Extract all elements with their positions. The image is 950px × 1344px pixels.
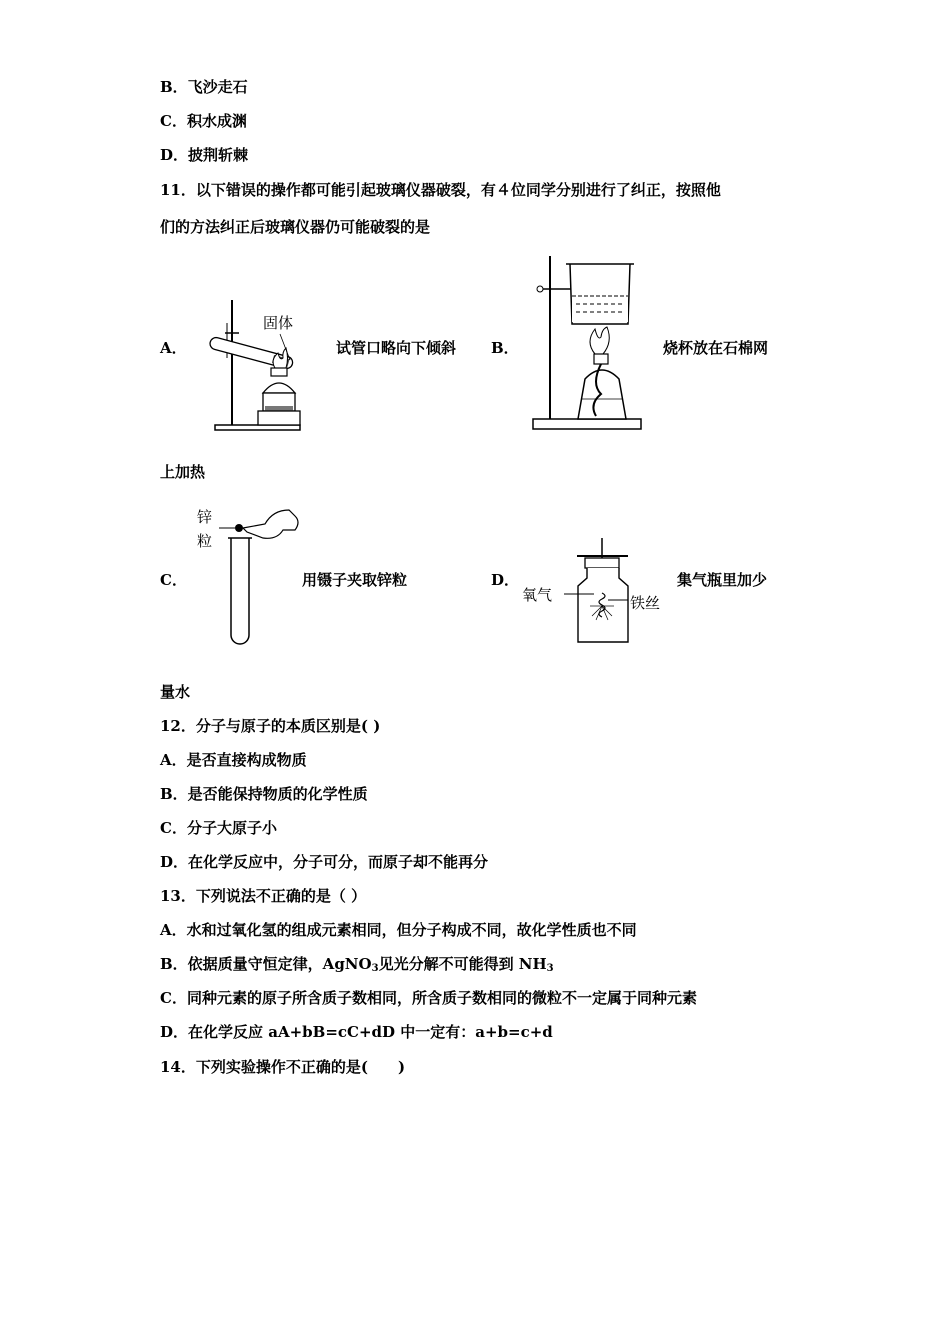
q11-option-b-continued: 上加热 (160, 463, 206, 481)
beaker-heating-figure (530, 254, 645, 434)
zinc-label-1: 锌 (197, 508, 213, 526)
q12-option-a: A．是否直接构成物质 (160, 751, 307, 769)
q13-option-b-sub2: 3 (546, 963, 554, 974)
q10-option-b: B．飞沙走石 (160, 78, 248, 96)
oxygen-label: 氧气 (522, 586, 553, 604)
q13-option-d: D．在化学反应 aA+bB=cC+dD 中一定有：a+b=c+d (160, 1023, 553, 1041)
q12-option-d: D．在化学反应中，分子可分，而原子却不能再分 (160, 853, 489, 871)
q11-option-b-text: 烧杯放在石棉网 (663, 339, 769, 357)
q13-option-a: A．水和过氧化氢的组成元素相同，但分子构成不同，故化学性质也不同 (160, 921, 637, 939)
q12-option-c: C．分子大原子小 (160, 819, 277, 837)
test-tube-heating-figure (205, 298, 315, 438)
q12-stem: 12．分子与原子的本质区别是( ) (160, 717, 381, 735)
q11-option-d-continued: 量水 (160, 683, 191, 701)
q11-option-a-text: 试管口略向下倾斜 (336, 339, 457, 357)
q11-stem-line1: 11．以下错误的操作都可能引起玻璃仪器破裂，有４位同学分别进行了纠正，按照他 (160, 181, 721, 199)
q11-option-b-letter: B． (491, 339, 519, 357)
q11-option-c-letter: C． (160, 571, 187, 589)
zinc-tube-figure (195, 500, 305, 650)
q11-option-d-text: 集气瓶里加少 (677, 571, 768, 589)
q13-stem: 13．下列说法不正确的是（ ） (160, 887, 367, 905)
q11-option-a-letter: A． (160, 339, 187, 357)
q11-stem-line2: 们的方法纠正后玻璃仪器仍可能破裂的是 (160, 218, 431, 236)
q10-option-d: D．披荆斩棘 (160, 146, 249, 164)
gas-bottle-figure (520, 538, 670, 648)
solid-label: 固体 (263, 314, 294, 332)
q14-stem: 14．下列实验操作不正确的是( ) (160, 1058, 406, 1076)
q13-option-b-sub1: 3 (371, 963, 379, 974)
q13-option-c: C．同种元素的原子所含质子数相同，所含质子数相同的微粒不一定属于同种元素 (160, 989, 697, 1007)
q10-option-c: C．积水成渊 (160, 112, 247, 130)
q11-option-c-text: 用镊子夹取锌粒 (302, 571, 408, 589)
iron-wire-label: 铁丝 (630, 594, 661, 612)
q11-option-d-letter: D． (491, 571, 520, 589)
q13-option-b-pre: B．依据质量守恒定律，AgNO (160, 955, 372, 973)
q12-option-b: B．是否能保持物质的化学性质 (160, 785, 368, 803)
q13-option-b (160, 954, 554, 979)
q13-option-b-mid: 见光分解不可能得到 NH (378, 955, 547, 973)
zinc-label-2: 粒 (197, 532, 213, 550)
